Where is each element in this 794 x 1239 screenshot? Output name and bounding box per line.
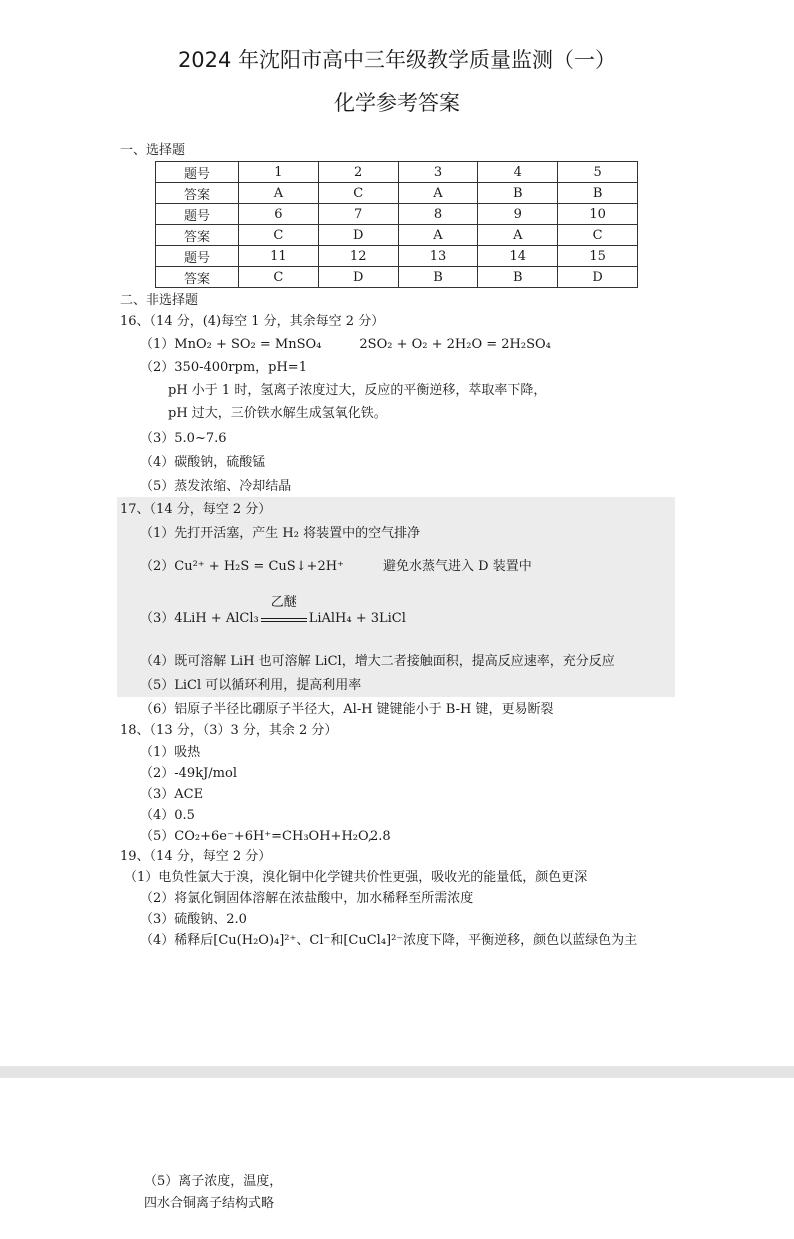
q16-answer-2-line-3: pH 过大，三价铁水解生成氢氧化铁。 (168, 406, 387, 421)
answer-label: 答案 (156, 183, 239, 204)
q18-answer-4: （4）0.5 (140, 808, 195, 823)
q16-answer-5: （5）蒸发浓缩、冷却结晶 (140, 479, 292, 494)
question-number-cell: 12 (318, 246, 398, 267)
question-number-cell: 7 (318, 204, 398, 225)
question-number-cell: 15 (558, 246, 638, 267)
q17-answer-2-text: 避免水蒸气进入 D 装置中 (383, 559, 532, 574)
q18-answer-2: （2）-49kJ/mol (140, 766, 237, 781)
q19-answer-5-line-2: 四水合铜离子结构式略 (144, 1196, 275, 1211)
question-number-cell: 10 (558, 204, 638, 225)
document-title: 2024 年沈阳市高中三年级教学质量监测（一） (177, 48, 617, 72)
q19-answer-3: （3）硫酸钠、2.0 (140, 912, 247, 927)
q16-equation-2: 2SO₂ + O₂ + 2H₂O = 2H₂SO₄ (359, 337, 551, 352)
q17-equation-3-left: 4LiH + AlCl₃ (174, 611, 259, 626)
question-number-label: 题号 (156, 246, 239, 267)
question-number-cell: 2 (318, 162, 398, 183)
answer-label: 答案 (156, 225, 239, 246)
question-number-cell: 5 (558, 162, 638, 183)
answer-cell: A (239, 183, 319, 204)
question-number-cell: 14 (478, 246, 558, 267)
reaction-condition (261, 595, 307, 622)
q19-answer-5: （5）离子浓度，温度， (144, 1174, 283, 1189)
page-two (0, 1078, 794, 1239)
answer-cell: A (398, 225, 478, 246)
answer-label: 答案 (156, 267, 239, 288)
section-non-multiple-choice: 二、非选择题 (120, 293, 199, 308)
answer-cell: B (478, 267, 558, 288)
q19-answer-1: （1）电负性氯大于溴，溴化铜中化学键共价性更强，吸收光的能量低，颜色更深 (124, 870, 588, 885)
question-number-label: 题号 (156, 162, 239, 183)
q19-answer-2: （2）将氯化铜固体溶解在浓盐酸中，加水稀释至所需浓度 (140, 891, 474, 906)
q16-header: 16、（14 分，(4)每空 1 分，其余每空 2 分） (120, 314, 385, 329)
document-subtitle: 化学参考答案 (334, 91, 460, 115)
table-row-numbers (156, 204, 638, 225)
q17-answer-3: （3）4LiH + AlCl₃ 乙醚 LiAlH₄ + 3LiCl (140, 595, 406, 626)
answer-cell: D (318, 225, 398, 246)
q16-answer-1: （1）MnO₂ + SO₂ = MnSO₄ 2SO₂ + O₂ + 2H₂O = 2H₂SO₄ (140, 337, 551, 352)
answer-cell: B (478, 183, 558, 204)
table-row-answers (156, 183, 638, 204)
page-divider (0, 1066, 794, 1078)
table-row-numbers (156, 246, 638, 267)
answer-cell: B (398, 267, 478, 288)
section-multiple-choice: 一、选择题 (120, 143, 186, 158)
table-row-answers (156, 267, 638, 288)
table-row-numbers (156, 162, 638, 183)
q18-header: 18、（13 分，（3）3 分，其余 2 分） (120, 723, 338, 738)
answer-cell: D (558, 267, 638, 288)
q18-answer-5-value: 2.8 (370, 829, 391, 844)
question-number-cell: 3 (398, 162, 478, 183)
answer-cell: B (558, 183, 638, 204)
q17-answer-2: （2）Cu²⁺ + H₂S = CuS↓+2H⁺ (140, 559, 344, 574)
reaction-condition-label: 乙醚 (270, 595, 297, 610)
question-number-cell: 13 (398, 246, 478, 267)
question-number-label: 题号 (156, 204, 239, 225)
q18-answer-1: （1）吸热 (140, 745, 201, 760)
q17-header: 17、（14 分，每空 2 分） (120, 502, 272, 517)
q17-equation-2: Cu²⁺ + H₂S = CuS↓+2H⁺ (174, 559, 344, 574)
q16-answer-2-line-2: pH 小于 1 时，氢离子浓度过大，反应的平衡逆移，萃取率下降， (168, 383, 547, 398)
answer-cell: D (318, 267, 398, 288)
question-number-cell: 9 (478, 204, 558, 225)
question-number-cell: 11 (239, 246, 319, 267)
q18-answer-3: （3）ACE (140, 787, 204, 802)
q18-answer-5: （5）CO₂+6e⁻+6H⁺=CH₃OH+H₂O, (140, 829, 373, 844)
q19-header: 19、（14 分，每空 2 分） (120, 849, 272, 864)
answer-cell: A (398, 183, 478, 204)
question-number-cell: 6 (239, 204, 319, 225)
question-number-cell: 4 (478, 162, 558, 183)
answer-cell: C (558, 225, 638, 246)
answer-cell: A (478, 225, 558, 246)
q16-equation-1: MnO₂ + SO₂ = MnSO₄ (174, 337, 322, 352)
q16-answer-4: （4）碳酸钠，硫酸锰 (140, 455, 266, 470)
answer-table (155, 161, 638, 288)
answer-cell: C (239, 225, 319, 246)
q17-answer-4: （4）既可溶解 LiH 也可溶解 LiCl，增大二者接触面积，提高反应速率，充分反应 (140, 654, 615, 669)
q17-equation-3-right: LiAlH₄ + 3LiCl (308, 611, 406, 626)
answer-cell: C (239, 267, 319, 288)
q17-answer-5: （5）LiCl 可以循环利用，提高利用率 (140, 678, 362, 693)
table-row-answers (156, 225, 638, 246)
question-number-cell: 8 (398, 204, 478, 225)
q16-answer-2: （2）350-400rpm，pH=1 (140, 360, 307, 375)
q17-answer-6: （6）铝原子半径比硼原子半径大，Al-H 键键能小于 B-H 键，更易断裂 (140, 702, 554, 717)
answer-cell: C (318, 183, 398, 204)
question-number-cell: 1 (239, 162, 319, 183)
q16-answer-3: （3）5.0~7.6 (140, 431, 227, 446)
q19-answer-4: （4）稀释后[Cu(H₂O)₄]²⁺、Cl⁻和[CuCl₄]²⁻浓度下降，平衡逆移，颜色以蓝绿色为主 (140, 933, 638, 948)
q17-answer-1: （1）先打开活塞，产生 H₂ 将装置中的空气排净 (140, 526, 421, 541)
